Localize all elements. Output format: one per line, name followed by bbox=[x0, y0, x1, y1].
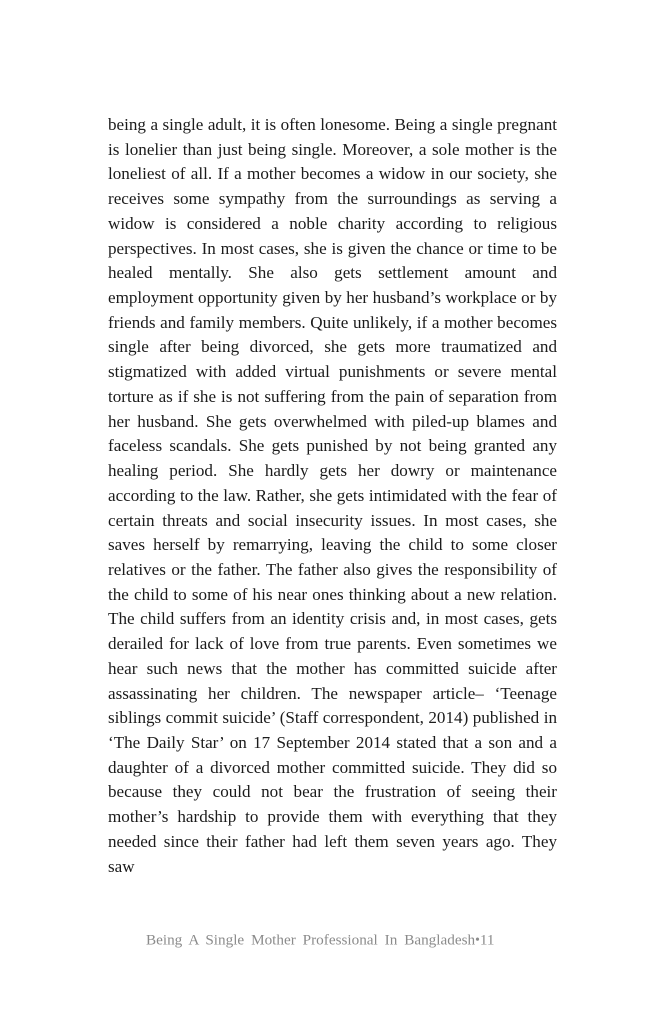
body-paragraph: being a single adult, it is often lonesome. Being a single pregnant is lonelier than just being single. Moreover, a sole mother is the loneliest of all. If a mother becomes a widow in our society, she receives some sympathy from the surroundings as serving a widow is considered a noble charity according to religious perspectives. In most cases, she is given the chance or time to be healed mentally. She also gets settlement amount and employment opportunity given by her husband’s workplace or by friends and family members. Quite unlikely, if a mother becomes single after being divorced, she gets more traumatized and stigmatized with added virtual punishments or severe mental torture as if she is not suffering from the pain of separation from her husband. She gets overwhelmed with piled-up blames and faceless scandals. She gets punished by not being granted any healing period. She hardly gets her dowry or maintenance according to the law. Rather, she gets intimidated with the fear of certain threats and social insecurity issues. In most cases, she saves herself by remarrying, leaving the child to some closer relatives or the father. The father also gives the responsibility of the child to some of his near ones thinking about a new relation. The child suffers from an identity crisis and, in most cases, gets derailed for lack of love from true parents. Even sometimes we hear such news that the mother has committed suicide after assassinating her children. The newspaper article– ‘Teenage siblings commit suicide’ (Staff correspondent, 2014) published in ‘The Daily Star’ on 17 September 2014 stated that a son and a daughter of a divorced mother committed suicide. They did so because they could not bear the frustration of seeing their mother’s hardship to provide them with everything that they needed since their father had left them seven years ago. They saw bbox=[108, 115, 557, 876]
footer-page-number: 11 bbox=[479, 931, 495, 949]
footer-separator-bullet-icon: • bbox=[475, 932, 480, 947]
footer-running-title: Being A Single Mother Professional In Bangladesh bbox=[146, 931, 476, 949]
body-text-column bbox=[108, 113, 557, 904]
page-footer bbox=[146, 929, 561, 951]
